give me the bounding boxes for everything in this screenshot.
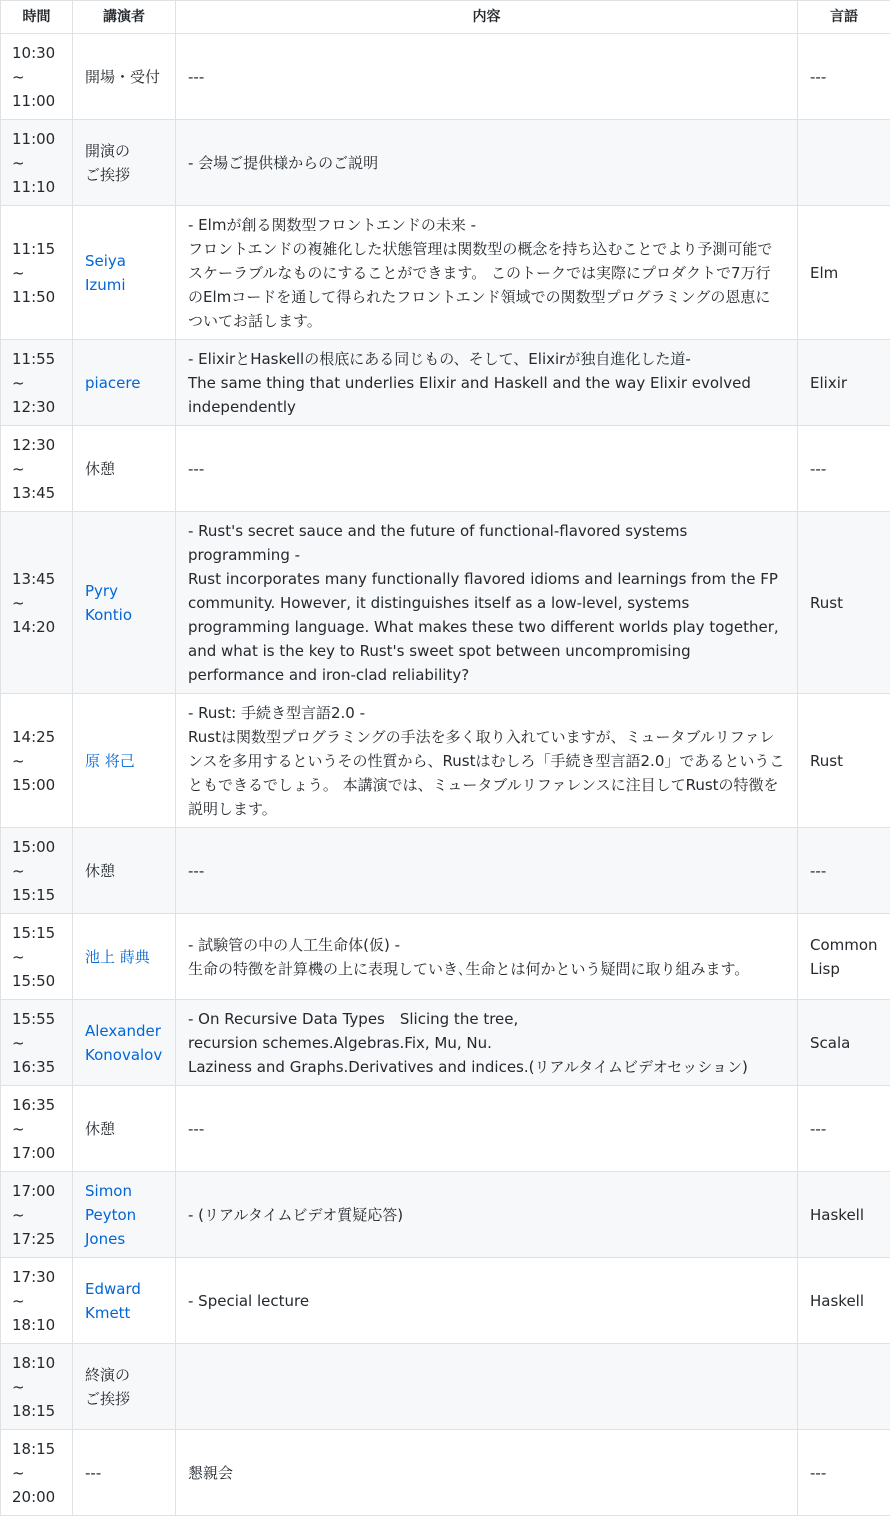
time-start: 12:30: [12, 435, 56, 454]
speaker-text: 休憩: [85, 459, 116, 478]
time-cell: [1, 340, 73, 426]
speaker-cell: [73, 1258, 176, 1344]
speaker-cell: [73, 426, 176, 512]
table-row: [1, 206, 890, 340]
speaker-link[interactable]: Seiya Izumi: [85, 251, 126, 294]
time-separator: ~: [12, 1205, 25, 1224]
speaker-cell: [73, 340, 176, 426]
speaker-text: 休憩: [85, 1119, 116, 1138]
table-row: [1, 340, 890, 426]
table-row: [1, 120, 890, 206]
speaker-cell: [73, 34, 176, 120]
time-end: 12:30: [12, 397, 56, 416]
time-end: 15:50: [12, 971, 56, 990]
content-cell: - (リアルタイムビデオ質疑応答): [176, 1172, 798, 1258]
time-cell: [1, 426, 73, 512]
speaker-cell: [73, 120, 176, 206]
time-cell: [1, 1344, 73, 1430]
table-row: [1, 1344, 890, 1430]
speaker-text: 開場・受付: [85, 67, 161, 86]
content-cell: [176, 1344, 798, 1430]
schedule-table-header: [1, 1, 890, 34]
time-separator: ~: [12, 373, 25, 392]
time-separator: ~: [12, 751, 25, 770]
table-row: [1, 1430, 890, 1516]
table-row: [1, 426, 890, 512]
speaker-link[interactable]: Edward Kmett: [85, 1279, 141, 1322]
content-cell: ---: [176, 426, 798, 512]
content-cell: - Elmが創る関数型フロントエンドの未来 - フロントエンドの複雑化した状態管理は関数型の概念を持ち込むことでより予測可能でスケーラブルなものにすることができます。 このトークでは実際にプロダクトで7万行のElmコードを通して得られたフロントエンド領域での関数型プログラミングの恩恵についてお話します。: [176, 206, 798, 340]
content-cell: - Rust: 手続き型言語2.0 - Rustは関数型プログラミングの手法を多く取り入れていますが、ミュータブルリファレンスを多用するというその性質から、Rustはむしろ「手続き型言語2.0」であるということもできるでしょう。 本講演では、ミュータブルリファレンスに注目してRustの特徴を説明します。: [176, 694, 798, 828]
table-row: [1, 694, 890, 828]
time-cell: [1, 34, 73, 120]
language-cell: [798, 1344, 890, 1430]
header-content: 内容: [176, 1, 798, 34]
speaker-cell: [73, 694, 176, 828]
time-start: 13:45: [12, 569, 56, 588]
table-row: [1, 828, 890, 914]
table-row: [1, 1000, 890, 1086]
time-cell: [1, 1258, 73, 1344]
speaker-cell: [73, 1172, 176, 1258]
time-cell: [1, 206, 73, 340]
speaker-cell: [73, 1430, 176, 1516]
time-separator: ~: [12, 459, 25, 478]
time-separator: ~: [12, 153, 25, 172]
time-end: 18:10: [12, 1315, 56, 1334]
time-start: 15:55: [12, 1009, 56, 1028]
language-cell: ---: [798, 828, 890, 914]
content-cell: - On Recursive Data Types Slicing the tree, recursion schemes.Algebras.Fix, Mu, Nu. Laziness and Graphs.Derivatives and indices.(リアルタイムビデオセッション): [176, 1000, 798, 1086]
speaker-link[interactable]: Alexander Konovalov: [85, 1021, 163, 1064]
speaker-link[interactable]: 池上 蒔典: [85, 947, 150, 966]
speaker-text: ---: [85, 1463, 102, 1482]
language-cell: ---: [798, 1430, 890, 1516]
content-cell: - Special lecture: [176, 1258, 798, 1344]
language-cell: Elixir: [798, 340, 890, 426]
time-end: 15:00: [12, 775, 56, 794]
time-end: 17:25: [12, 1229, 56, 1248]
time-end: 13:45: [12, 483, 56, 502]
speaker-text: 終演の ご挨拶: [85, 1365, 131, 1408]
time-cell: [1, 120, 73, 206]
table-row: [1, 512, 890, 694]
header-language: 言語: [798, 1, 890, 34]
speaker-cell: [73, 1344, 176, 1430]
time-separator: ~: [12, 263, 25, 282]
time-separator: ~: [12, 1033, 25, 1052]
time-separator: ~: [12, 593, 25, 612]
table-row: [1, 1086, 890, 1172]
time-separator: ~: [12, 1377, 25, 1396]
speaker-cell: [73, 914, 176, 1000]
time-cell: [1, 512, 73, 694]
time-end: 11:00: [12, 91, 56, 110]
language-cell: ---: [798, 426, 890, 512]
language-cell: Common Lisp: [798, 914, 890, 1000]
time-cell: [1, 1000, 73, 1086]
language-cell: ---: [798, 1086, 890, 1172]
time-end: 11:10: [12, 177, 56, 196]
time-end: 17:00: [12, 1143, 56, 1162]
speaker-link[interactable]: Pyry Kontio: [85, 581, 132, 624]
time-start: 11:15: [12, 239, 56, 258]
time-cell: [1, 1086, 73, 1172]
time-start: 14:25: [12, 727, 56, 746]
time-end: 11:50: [12, 287, 56, 306]
language-cell: Elm: [798, 206, 890, 340]
language-cell: [798, 120, 890, 206]
time-cell: [1, 1430, 73, 1516]
table-row: [1, 1172, 890, 1258]
time-start: 11:55: [12, 349, 56, 368]
speaker-text: 開演の ご挨拶: [85, 141, 131, 184]
content-cell: - 会場ご提供様からのご説明: [176, 120, 798, 206]
table-row: [1, 34, 890, 120]
time-start: 15:15: [12, 923, 56, 942]
speaker-cell: [73, 206, 176, 340]
time-start: 17:30: [12, 1267, 56, 1286]
table-row: [1, 1258, 890, 1344]
time-start: 18:10: [12, 1353, 56, 1372]
time-end: 15:15: [12, 885, 56, 904]
language-cell: ---: [798, 34, 890, 120]
time-start: 11:00: [12, 129, 56, 148]
header-row: [1, 1, 890, 34]
speaker-cell: [73, 1000, 176, 1086]
table-row: [1, 914, 890, 1000]
time-separator: ~: [12, 1119, 25, 1138]
content-cell: - ElixirとHaskellの根底にある同じもの、そして、Elixirが独自進化した道- The same thing that underlies Elixir and Haskell and the way Elixir evolved independently: [176, 340, 798, 426]
content-cell: ---: [176, 34, 798, 120]
time-separator: ~: [12, 1291, 25, 1310]
speaker-cell: [73, 512, 176, 694]
time-cell: [1, 694, 73, 828]
schedule-table-body: [1, 34, 890, 1516]
time-end: 16:35: [12, 1057, 56, 1076]
header-speaker: 講演者: [73, 1, 176, 34]
time-cell: [1, 914, 73, 1000]
time-end: 20:00: [12, 1487, 56, 1506]
time-start: 15:00: [12, 837, 56, 856]
time-cell: [1, 1172, 73, 1258]
content-cell: 懇親会: [176, 1430, 798, 1516]
time-start: 18:15: [12, 1439, 56, 1458]
language-cell: Rust: [798, 694, 890, 828]
content-cell: ---: [176, 828, 798, 914]
time-start: 17:00: [12, 1181, 56, 1200]
content-cell: - 試験管の中の人工生命体(仮) - 生命の特徴を計算機の上に表現していき､生命とは何かという疑問に取り組みます。: [176, 914, 798, 1000]
language-cell: Haskell: [798, 1258, 890, 1344]
time-separator: ~: [12, 67, 25, 86]
time-cell: [1, 828, 73, 914]
time-end: 14:20: [12, 617, 56, 636]
content-cell: - Rust's secret sauce and the future of functional-flavored systems programming - Rust incorporates many functionally flavored idioms and learnings from the FP community. However, it distinguishes itself as a low-level, systems programming language. What makes these two different worlds play together, and what is the key to Rust's sweet spot between uncompromising performance and iron-clad reliability?: [176, 512, 798, 694]
speaker-link[interactable]: 原 将己: [85, 751, 135, 770]
language-cell: Haskell: [798, 1172, 890, 1258]
speaker-link[interactable]: Simon Peyton Jones: [85, 1181, 137, 1248]
header-time: 時間: [1, 1, 73, 34]
time-separator: ~: [12, 861, 25, 880]
time-start: 10:30: [12, 43, 56, 62]
time-separator: ~: [12, 1463, 25, 1482]
time-separator: ~: [12, 947, 25, 966]
content-cell: ---: [176, 1086, 798, 1172]
language-cell: Rust: [798, 512, 890, 694]
time-start: 16:35: [12, 1095, 56, 1114]
speaker-link[interactable]: piacere: [85, 373, 141, 392]
speaker-text: 休憩: [85, 861, 116, 880]
speaker-cell: [73, 828, 176, 914]
language-cell: Scala: [798, 1000, 890, 1086]
time-end: 18:15: [12, 1401, 56, 1420]
speaker-cell: [73, 1086, 176, 1172]
